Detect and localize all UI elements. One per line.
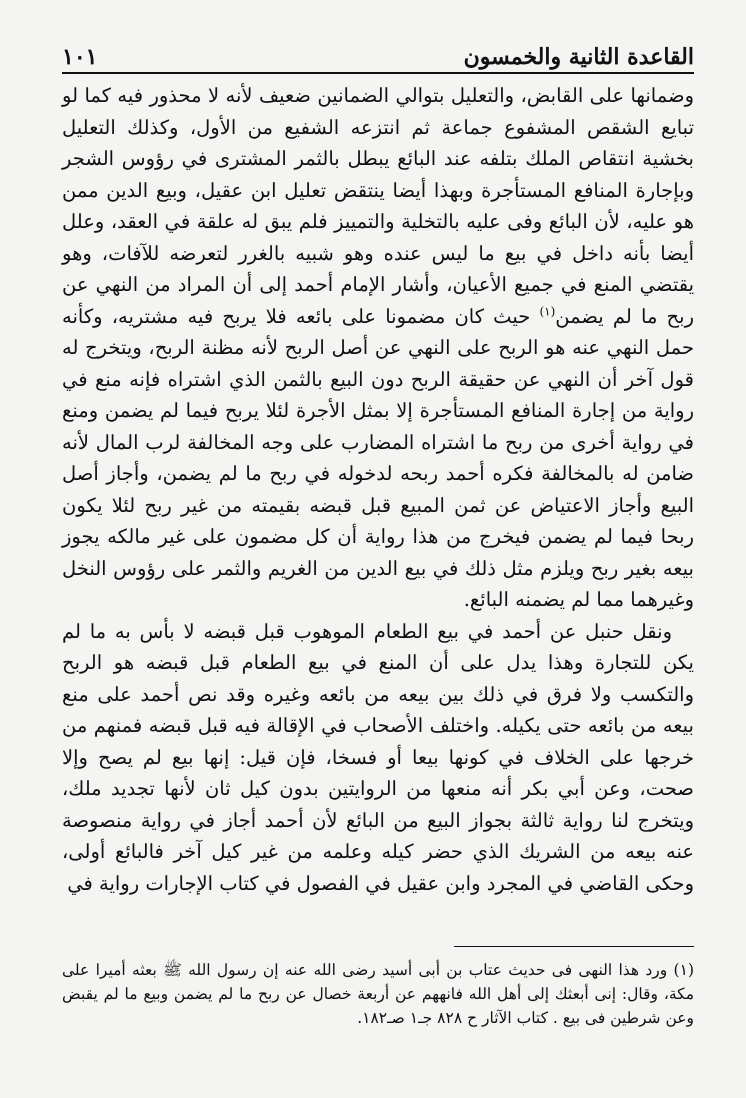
page-header (62, 38, 694, 74)
footnote-text: (١) ورد هذا النهى فى حديث عتاب بن أبى أسيد رضى الله عنه إن رسول الله ﷺ بعثه أميرا على مكة، وقال: إنى أبعثك إلى أهل الله فانههم عن أربعة خصال عن ربح ما لم يضمن وبيع ما لم يقبض وعن شرطين فى بيع . كتاب الآثار ح ٨٢٨ جـ١ صـ١٨٢. (62, 961, 694, 1027)
page-number: ١٠١ (62, 44, 98, 70)
paragraph-1-text-b: حيث كان مضمونا على بائعه فلا يربح فيه مشتريه، وكأنه حمل النهي عنه هو الربح على النهي عن أصل الربح لأنه مظنة الربح، ويتخرج له قول آخر أن النهي عن حقيقة الربح دون البيع بالثمن الذي اشتراه فإنه منع في رواية من إجارة المنافع المستأجرة إلا بمثل الأجرة لئلا يربح فيما لم يضمن ومنع في رواية أخرى من ربح ما اشتراه المضارب على وجه المخالفة لرب المال لأنه ضامن له بالمخالفة فكره أحمد ربحه لدخوله في ربح ما لم يضمن، وأجاز أصل البيع وأجاز الاعتياض عن ثمن المبيع قبل قبضه بقيمته من غير ربح لئلا يكون ربحا فيما لم يضمن فيخرج من هذا رواية أن كل مضمون على غير مالكه يجوز بيعه بغير ربح ويلزم مثل ذلك في بيع الدين من الغريم والثمر على رؤوس النخل وغيرهما مما لم يضمنه البائع. (62, 304, 694, 611)
paragraph-1 (62, 80, 694, 616)
footnote (62, 958, 694, 1030)
main-text (62, 80, 694, 899)
paragraph-2: ونقل حنبل عن أحمد في بيع الطعام الموهوب قبل قبضه لا بأس به ما لم يكن للتجارة وهذا يدل على أن المنع في بيع الطعام قبل قبضه هو الربح والتكسب ولا فرق في ذلك بين بيعه من بائعه وغيره وقد نص أحمد على منع بيعه من بائعه حتى يكيله. واختلف الأصحاب في الإقالة فيه قبل قبضه فمنهم من خرجها على الخلاف في كونها بيعا أو فسخا، فإن قيل: إنها بيع لم يصح وإلا صحت، وعن أبي بكر أنه منعها من الروايتين بدون كيل ثان لأنها تجديد ملك، ويتخرج لنا رواية ثالثة بجواز البيع من البائع لأن أحمد أجاز في رواية منصوصة عنه بيعه من الشريك الذي حضر كيله وعلمه من غير كيل آخر فالبائع أولى، وحكى القاضي في المجرد وابن عقيل في الفصول في كتاب الإجارات رواية في (62, 619, 694, 895)
running-title: القاعدة الثانية والخمسون (463, 44, 694, 70)
paragraph-1-text-a: وضمانها على القابض، والتعليل بتوالي الضمانين ضعيف لأنه لا محذور فيه كما لو تبايع الشقص المشفوع جماعة ثم انتزعه الشفيع من الأول، وكذلك التعليل بخشية انتقاص الملك بتلفه عند البائع يبطل بالثمر المشترى في رؤوس الشجر وبإجارة المنافع المستأجرة وبهذا أيضا ينتقض تعليل ابن عقيل، وبيع الدين ممن هو عليه، لأن البائع وفى عليه بالتخلية والتمييز فلم يبق له علقة في العقد، وعلل أيضا بأنه داخل في بيع ما ليس عنده وهو شبيه بالغرر لتعرضه للآفات، وهو يقتضي المنع في جميع الأعيان، وأشار الإمام أحمد إلى أن المراد من النهي عن ربح ما لم يضمن (62, 84, 694, 328)
footnote-marker: (١) (539, 304, 556, 318)
footnote-divider (454, 946, 694, 947)
